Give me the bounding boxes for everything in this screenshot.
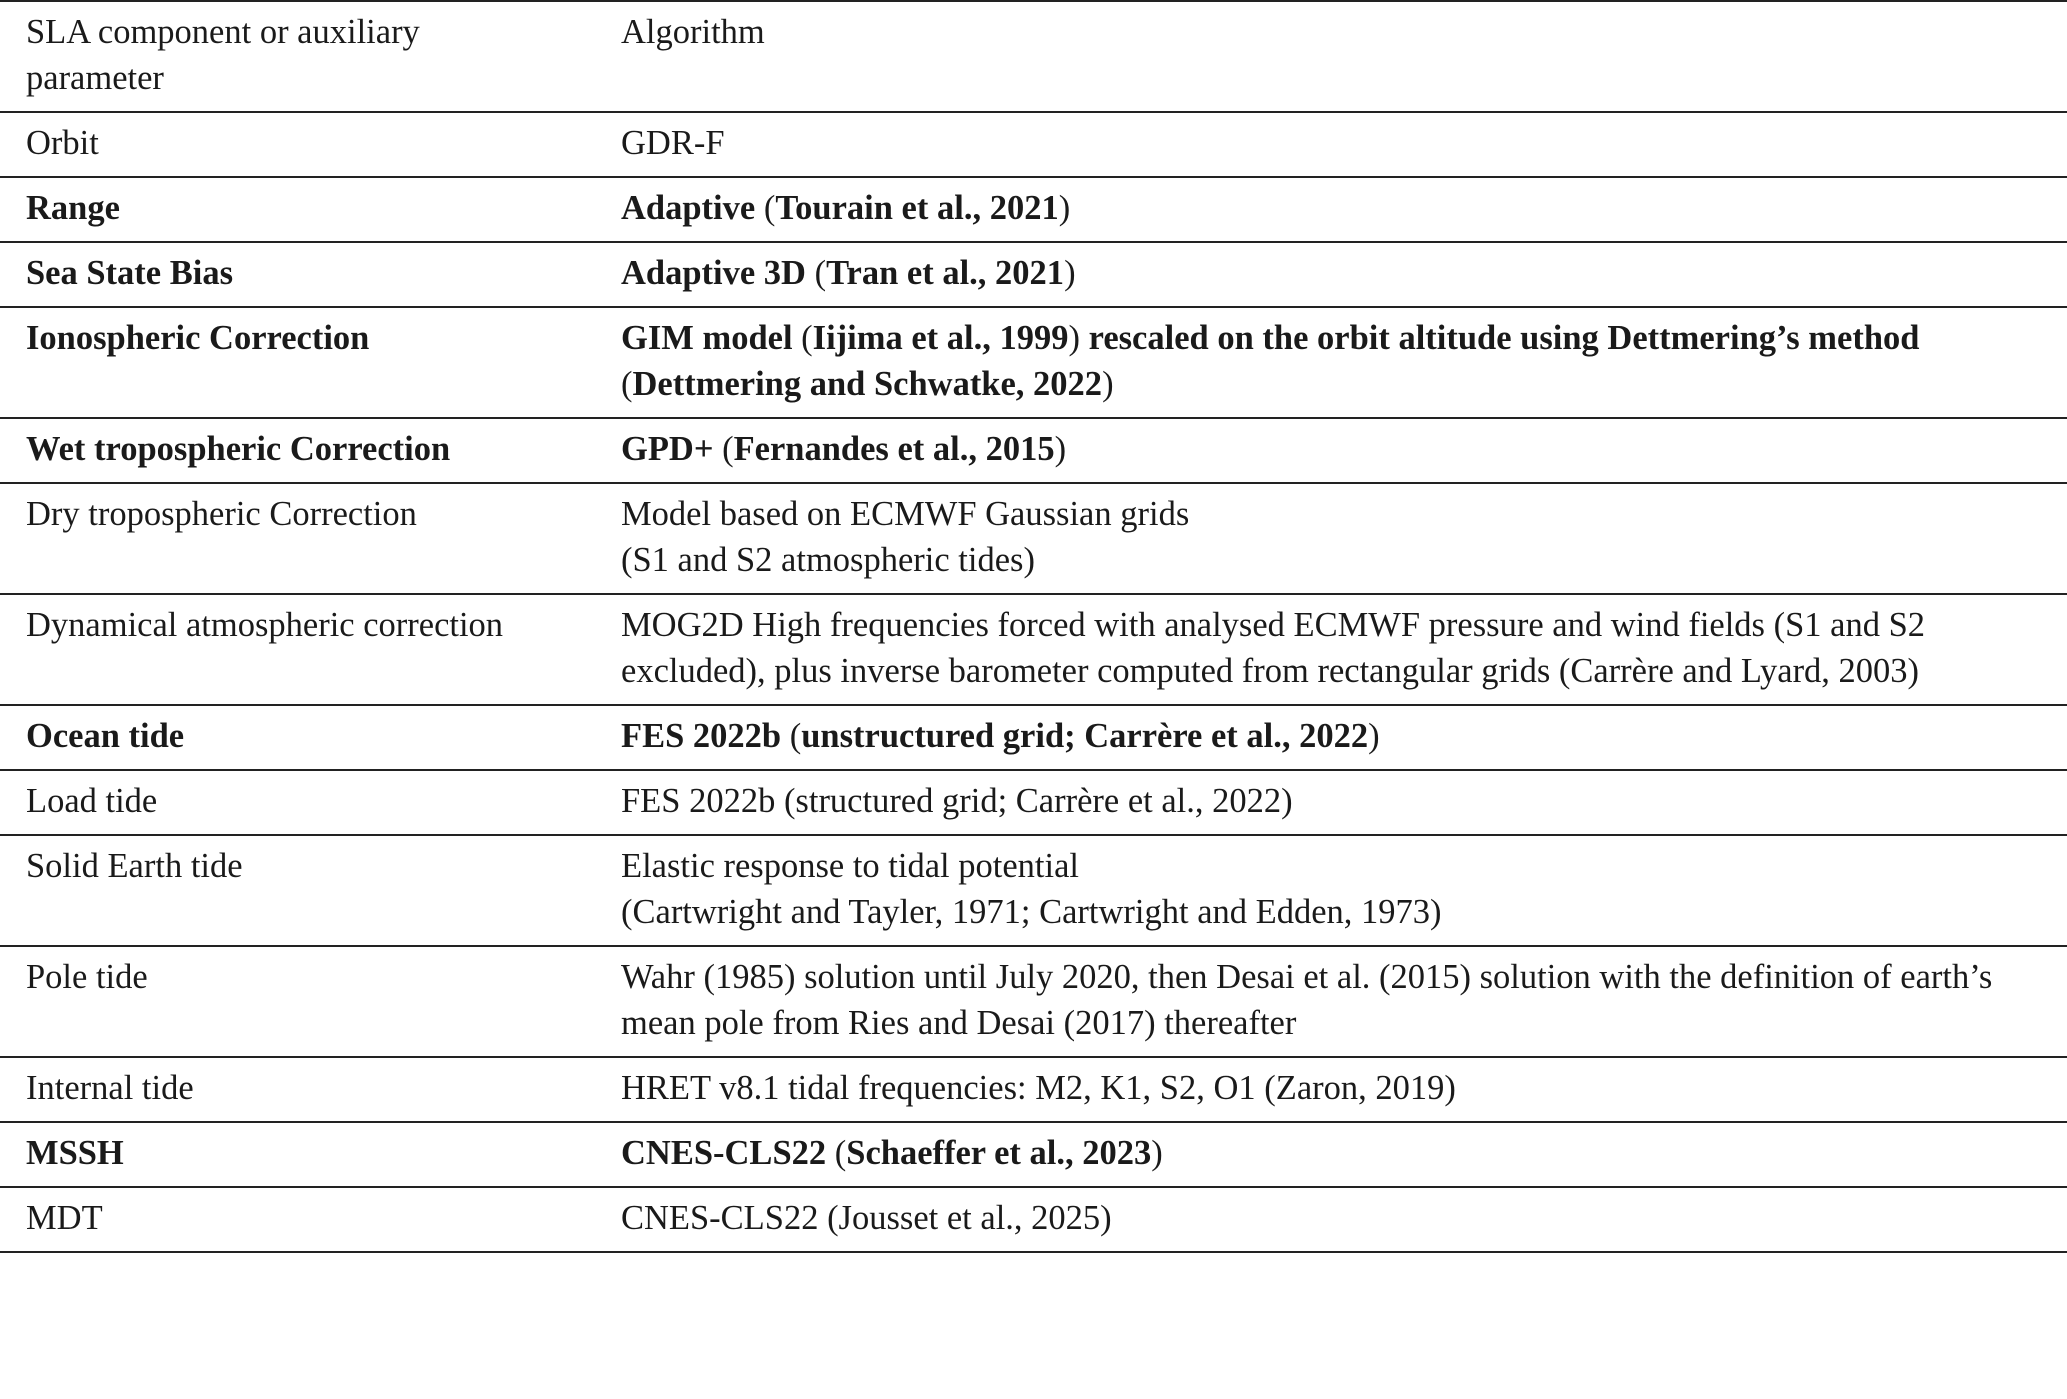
algorithm-cell: HRET v8.1 tidal frequencies: M2, K1, S2, O1 (Zaron, 2019) — [621, 1057, 2067, 1122]
table-row — [0, 418, 2067, 483]
paren-close: ) — [1068, 319, 1080, 357]
algorithm-main: GIM model — [621, 319, 793, 357]
paren-open: ( — [814, 254, 827, 292]
table-header-row — [0, 1, 2067, 112]
algorithm-cell — [621, 307, 2067, 418]
algorithm-cell — [621, 483, 2067, 594]
table-row — [0, 483, 2067, 594]
algorithm-tail: rescaled on the orbit altitude using Dettmering’s method — [1088, 319, 1920, 357]
reference-citation: Dettmering and Schwatke, 2022 — [632, 365, 1103, 403]
algorithm-cell: GDR-F — [621, 112, 2067, 177]
algorithm-main: Adaptive 3D — [621, 254, 806, 292]
header-component-line2: parameter — [26, 59, 164, 97]
reference-citation: Tran et al., 2021 — [826, 254, 1065, 292]
table-row — [0, 307, 2067, 418]
algorithm-cell: Wahr (1985) solution until July 2020, then Desai et al. (2015) solution with the definition of earth’s mean pole from Ries and Desai (2017) thereafter — [621, 946, 2067, 1057]
algorithm-cell: MOG2D High frequencies forced with analysed ECMWF pressure and wind fields (S1 and S2 excluded), plus inverse barometer computed from rectangular grids (Carrère and Lyard, 2003) — [621, 594, 2067, 705]
algorithm-main: GPD+ — [621, 430, 714, 468]
component-cell: Pole tide — [0, 946, 621, 1057]
component-cell: Ocean tide — [0, 705, 621, 770]
table-row — [0, 594, 2067, 705]
algorithm-cell — [621, 1122, 2067, 1187]
table-row — [0, 112, 2067, 177]
component-cell: Ionospheric Correction — [0, 307, 621, 418]
table-row — [0, 705, 2067, 770]
reference-citation: Iijima et al., 1999 — [812, 319, 1069, 357]
algorithm-main: Adaptive — [621, 189, 756, 227]
algorithm-cell — [621, 242, 2067, 307]
table-row — [0, 177, 2067, 242]
paren-close: ) — [1054, 430, 1067, 468]
algorithm-cell — [621, 418, 2067, 483]
component-cell: Dynamical atmospheric correction — [0, 594, 621, 705]
component-cell: Load tide — [0, 770, 621, 835]
algorithm-cell — [621, 177, 2067, 242]
reference-citation: Fernandes et al., 2015 — [733, 430, 1055, 468]
paren-close: ) — [1058, 189, 1071, 227]
component-cell: Solid Earth tide — [0, 835, 621, 946]
algorithm-cell — [621, 835, 2067, 946]
paren-close: ) — [1151, 1134, 1163, 1172]
header-component-cell — [0, 1, 621, 112]
algorithm-main: FES 2022b — [621, 717, 782, 755]
paren-open: ( — [722, 430, 734, 468]
algorithm-main: CNES-CLS22 — [621, 1134, 827, 1172]
reference-citation: Schaeffer et al., 2023 — [846, 1134, 1152, 1172]
paren-open: ( — [834, 1134, 847, 1172]
algorithm-cell — [621, 705, 2067, 770]
algorithm-line2: (S1 and S2 atmospheric tides) — [621, 541, 1035, 579]
reference-citation: Tourain et al., 2021 — [775, 189, 1059, 227]
header-algorithm-cell: Algorithm — [621, 1, 2067, 112]
table-row — [0, 835, 2067, 946]
algorithm-cell: CNES-CLS22 (Jousset et al., 2025) — [621, 1187, 2067, 1252]
algorithm-cell: FES 2022b (structured grid; Carrère et al., 2022) — [621, 770, 2067, 835]
paren-close: ) — [1102, 365, 1114, 403]
header-component-line1: SLA component or auxiliary — [26, 13, 420, 51]
algorithm-line1: Elastic response to tidal potential — [621, 847, 1079, 885]
paren-open: ( — [763, 189, 776, 227]
algorithm-line1: Model based on ECMWF Gaussian grids — [621, 495, 1190, 533]
table-row — [0, 1187, 2067, 1252]
table-row — [0, 946, 2067, 1057]
table-row — [0, 770, 2067, 835]
component-cell: MSSH — [0, 1122, 621, 1187]
paren-open: ( — [621, 365, 633, 403]
component-cell: Dry tropospheric Correction — [0, 483, 621, 594]
component-cell: Sea State Bias — [0, 242, 621, 307]
paren-close: ) — [1064, 254, 1076, 292]
table-row — [0, 1057, 2067, 1122]
component-cell: Range — [0, 177, 621, 242]
component-cell: Orbit — [0, 112, 621, 177]
component-cell: Wet tropospheric Correction — [0, 418, 621, 483]
paren-close: ) — [1368, 717, 1380, 755]
component-cell: Internal tide — [0, 1057, 621, 1122]
table-row — [0, 242, 2067, 307]
table-row — [0, 1122, 2067, 1187]
component-cell: MDT — [0, 1187, 621, 1252]
reference-citation: unstructured grid; Carrère et al., 2022 — [801, 717, 1369, 755]
paren-open: ( — [801, 319, 813, 357]
algorithm-line2: (Cartwright and Tayler, 1971; Cartwright and Edden, 1973) — [621, 893, 1442, 931]
paren-open: ( — [789, 717, 802, 755]
